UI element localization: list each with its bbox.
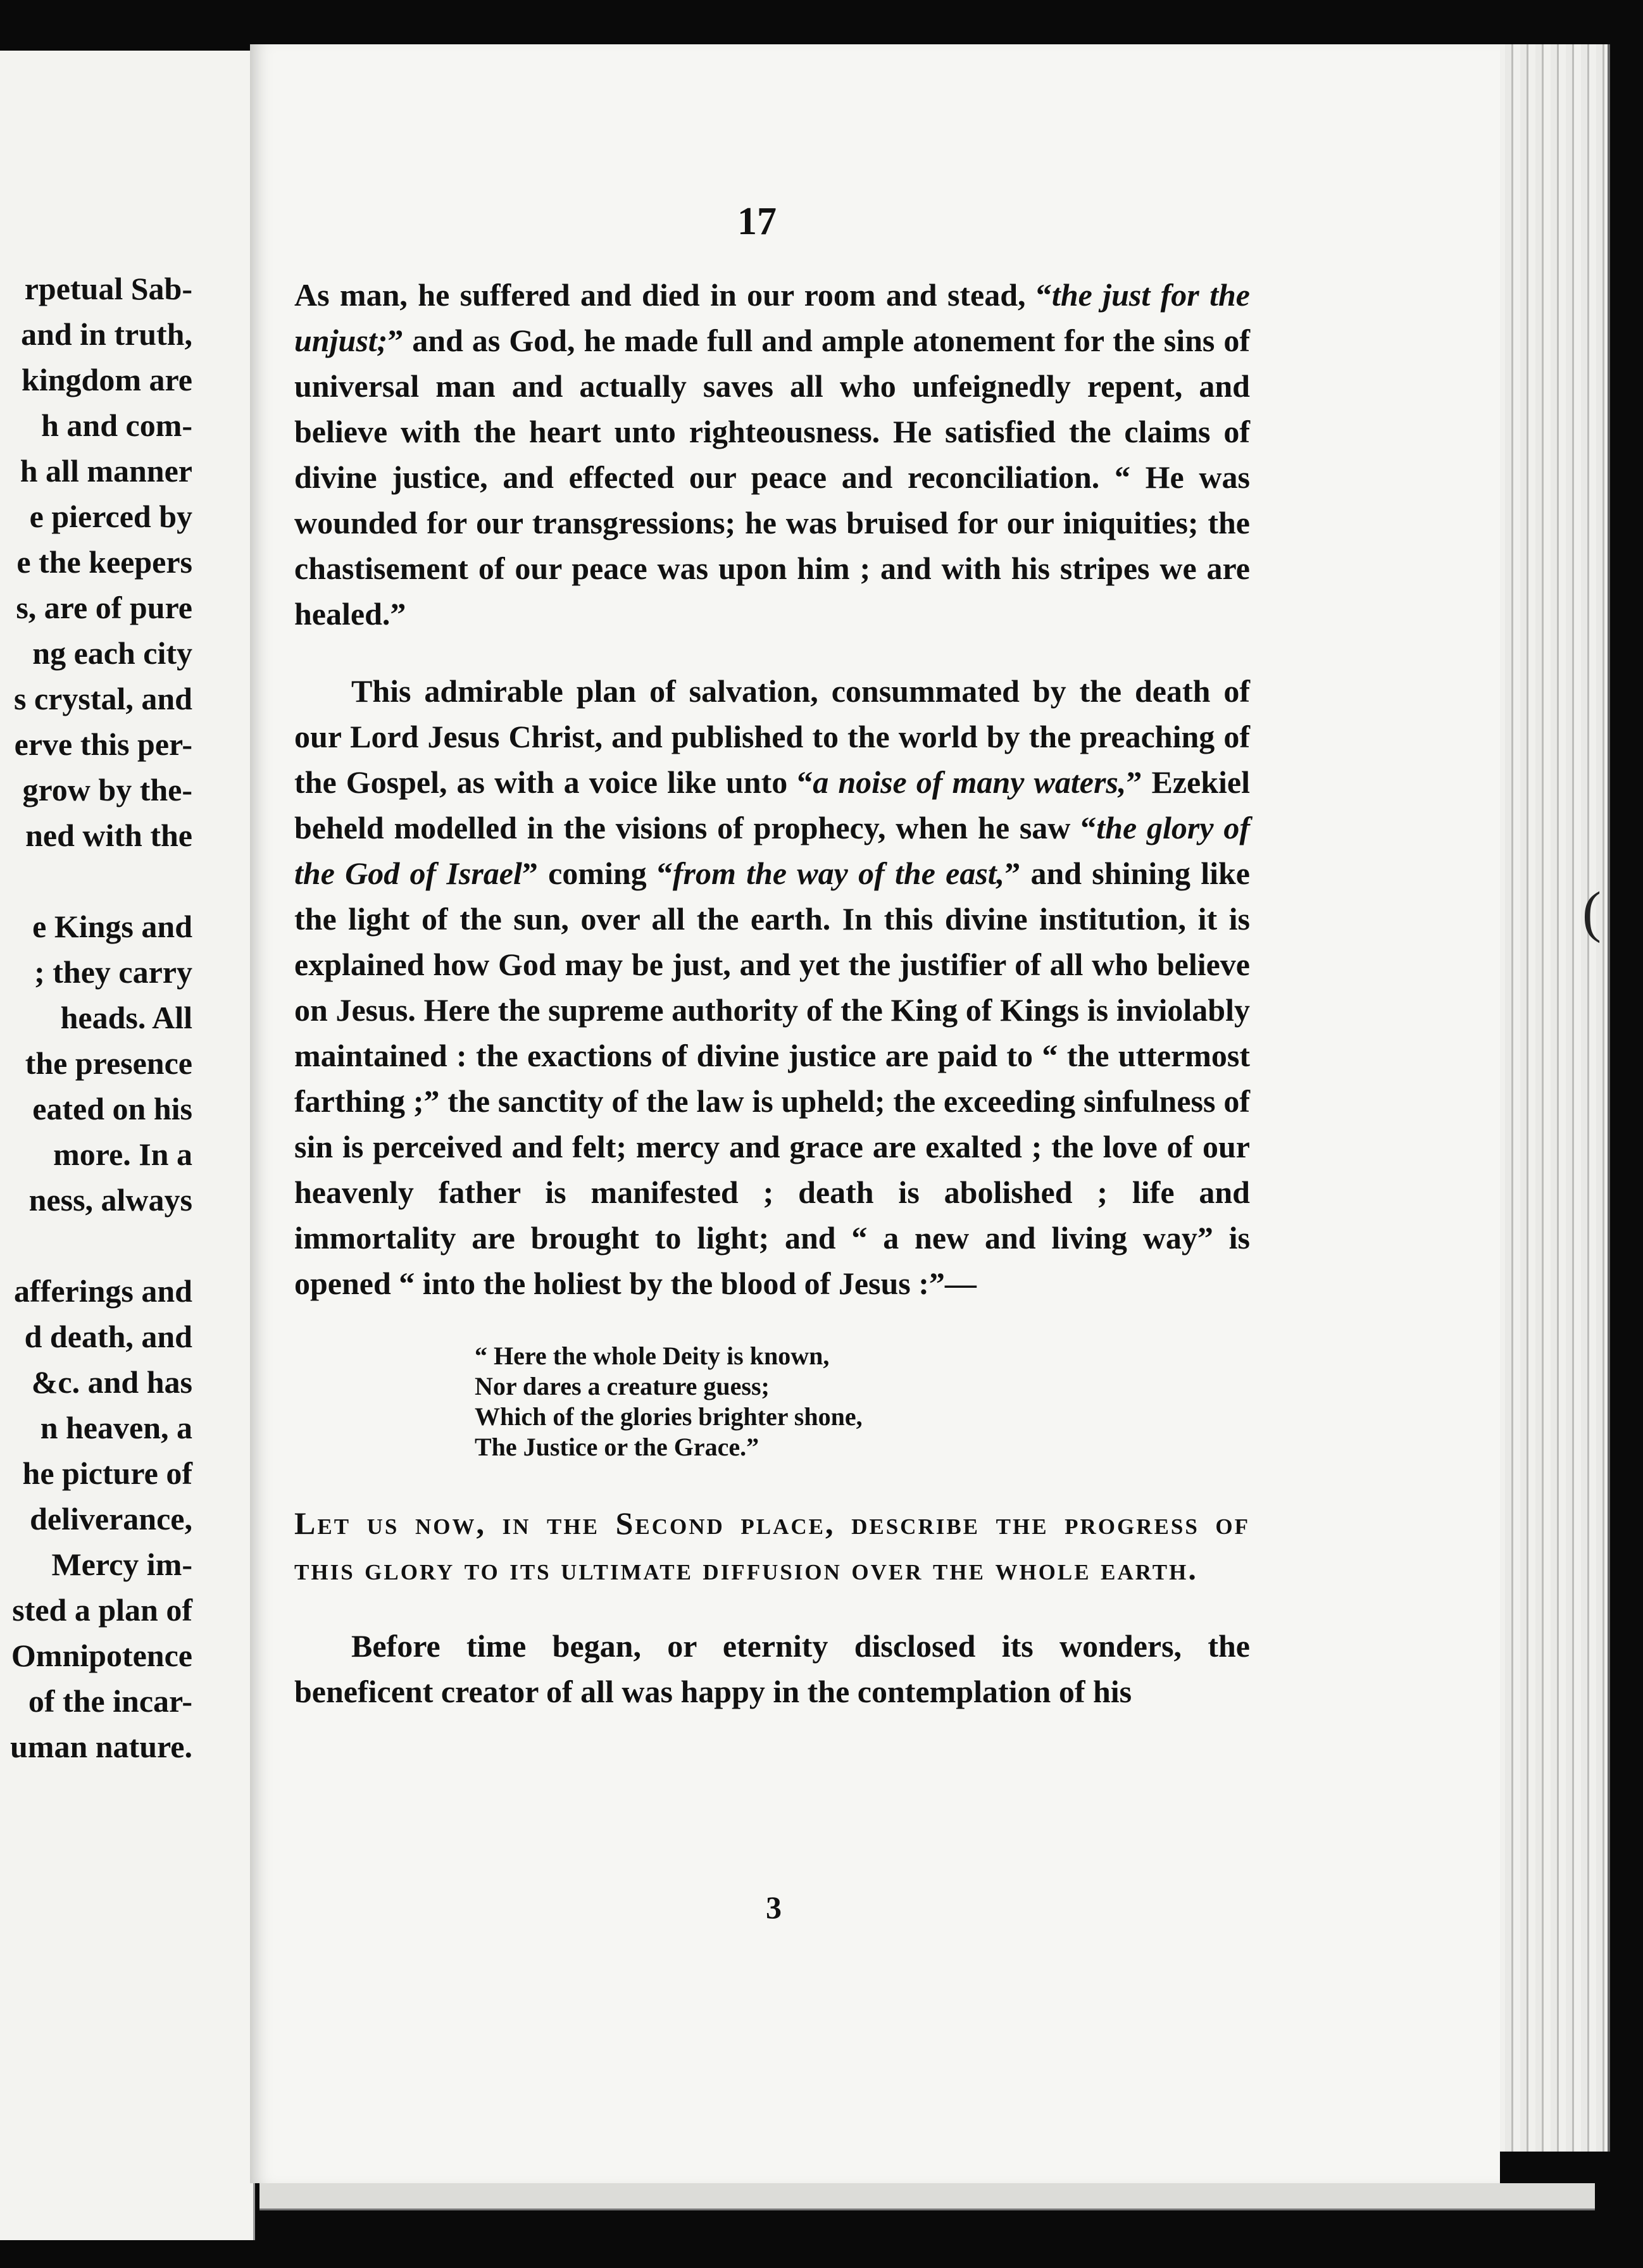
left-page-line: deliverance, bbox=[30, 1501, 192, 1536]
left-page-line: e pierced by bbox=[29, 499, 192, 534]
left-page-line: more. In a bbox=[53, 1137, 192, 1172]
poem-line: The Justice or the Grace.” bbox=[475, 1433, 759, 1461]
left-page-line: e the keepers bbox=[16, 544, 192, 580]
left-page-line: sted a plan of bbox=[12, 1592, 192, 1628]
left-page-line: kingdom are bbox=[22, 362, 192, 397]
hymn-quotation bbox=[475, 1341, 1250, 1462]
page-number: 17 bbox=[737, 200, 777, 243]
left-page-line: he picture of bbox=[22, 1455, 192, 1491]
poem-line: “ Here the whole Deity is known, bbox=[475, 1342, 830, 1370]
left-page-line: grow by the- bbox=[22, 772, 192, 807]
left-page-line bbox=[10, 858, 192, 904]
left-page bbox=[0, 51, 255, 2240]
left-page-line: e Kings and bbox=[32, 909, 192, 944]
left-page-line: uman nature. bbox=[9, 1729, 192, 1764]
left-page-line: ned with the bbox=[25, 818, 192, 853]
left-page-line: s, are of pure bbox=[16, 590, 192, 625]
paragraph-1: As man, he suffered and died in our room and stead, “the just for the unjust;” and as God, he made full and ample atonement for the sins of universal man and actually saves all who unfeignedly repent, and believe with the heart unto righteousness. He satisfied the claims of divine justice, and effected our peace and reconciliation. “ He was wounded for our transgressions; he was bruised for our iniquities; the chastisement of our peace was upon him ; and with his stripes we are healed.” bbox=[294, 277, 1250, 632]
left-page-line: rpetual Sab- bbox=[24, 271, 192, 306]
left-page-line: heads. All bbox=[60, 1000, 192, 1035]
left-page-line: Mercy im- bbox=[51, 1547, 192, 1582]
section-heading: Let us now, in the Second place, describe the progress of this glory to its ultimate diffusion over the whole earth. bbox=[294, 1505, 1250, 1586]
left-page-line: afferings and bbox=[14, 1273, 192, 1309]
left-page-line: h all manner bbox=[20, 453, 192, 489]
left-page-line: d death, and bbox=[24, 1319, 192, 1354]
left-page-line: of the incar- bbox=[28, 1683, 192, 1719]
left-page-line: the presence bbox=[25, 1045, 192, 1081]
left-page-line: ng each city bbox=[32, 635, 192, 671]
left-page-line: erve this per- bbox=[14, 726, 192, 762]
page-bottom-edge bbox=[259, 2183, 1595, 2210]
left-page-line: Omnipotence bbox=[11, 1638, 192, 1673]
left-page-line: ; they carry bbox=[34, 954, 192, 990]
left-page-line: eated on his bbox=[32, 1091, 192, 1126]
poem-line: Nor dares a creature guess; bbox=[475, 1372, 770, 1400]
left-page-line: and in truth, bbox=[21, 316, 192, 352]
paragraph-2: This admirable plan of salvation, consummated by the death of our Lord Jesus Christ, and published to the world by the preaching of the Gospel, as with a voice like unto “a noise of many waters,” Ezekiel beheld modelled in the visions of prophecy, when he saw “the glory of the God of Israel” coming “from the way of the east,” and shining like the light of the sun, over all the earth. In this divine institution, it is explained how God may be just, and yet the justifier of all who believe on Jesus. Here the supreme authority of the King of Kings is inviolably maintained : the exactions of divine justice are paid to “ the uttermost farthing ;” the sanctity of the law is upheld; the exceeding sinfulness of sin is perceived and felt; mercy and grace are exalted ; the love of our heavenly father is manifested ; death is abolished ; life and immortality are brought to light; and “ a new and living way” is opened “ into the holiest by the blood of Jesus :”— bbox=[294, 673, 1250, 1301]
paragraph-3: Before time began, or eternity disclosed its wonders, the beneficent creator of all was happy in the contemplation of his bbox=[294, 1628, 1250, 1709]
poem-line: Which of the glories brighter shone, bbox=[475, 1402, 863, 1431]
bracket-mark-decoration: ( bbox=[1582, 881, 1601, 944]
left-page-line bbox=[10, 1223, 192, 1268]
left-page-line: ness, always bbox=[28, 1182, 192, 1218]
left-page-line: h and com- bbox=[41, 408, 192, 443]
left-page-text bbox=[10, 266, 192, 1769]
left-page-line: s crystal, and bbox=[14, 681, 192, 716]
left-page-line: n heaven, a bbox=[40, 1410, 192, 1445]
left-page-line: &c. and has bbox=[31, 1364, 192, 1400]
signature-mark: 3 bbox=[766, 1890, 782, 1925]
right-page-text bbox=[294, 272, 1250, 1714]
